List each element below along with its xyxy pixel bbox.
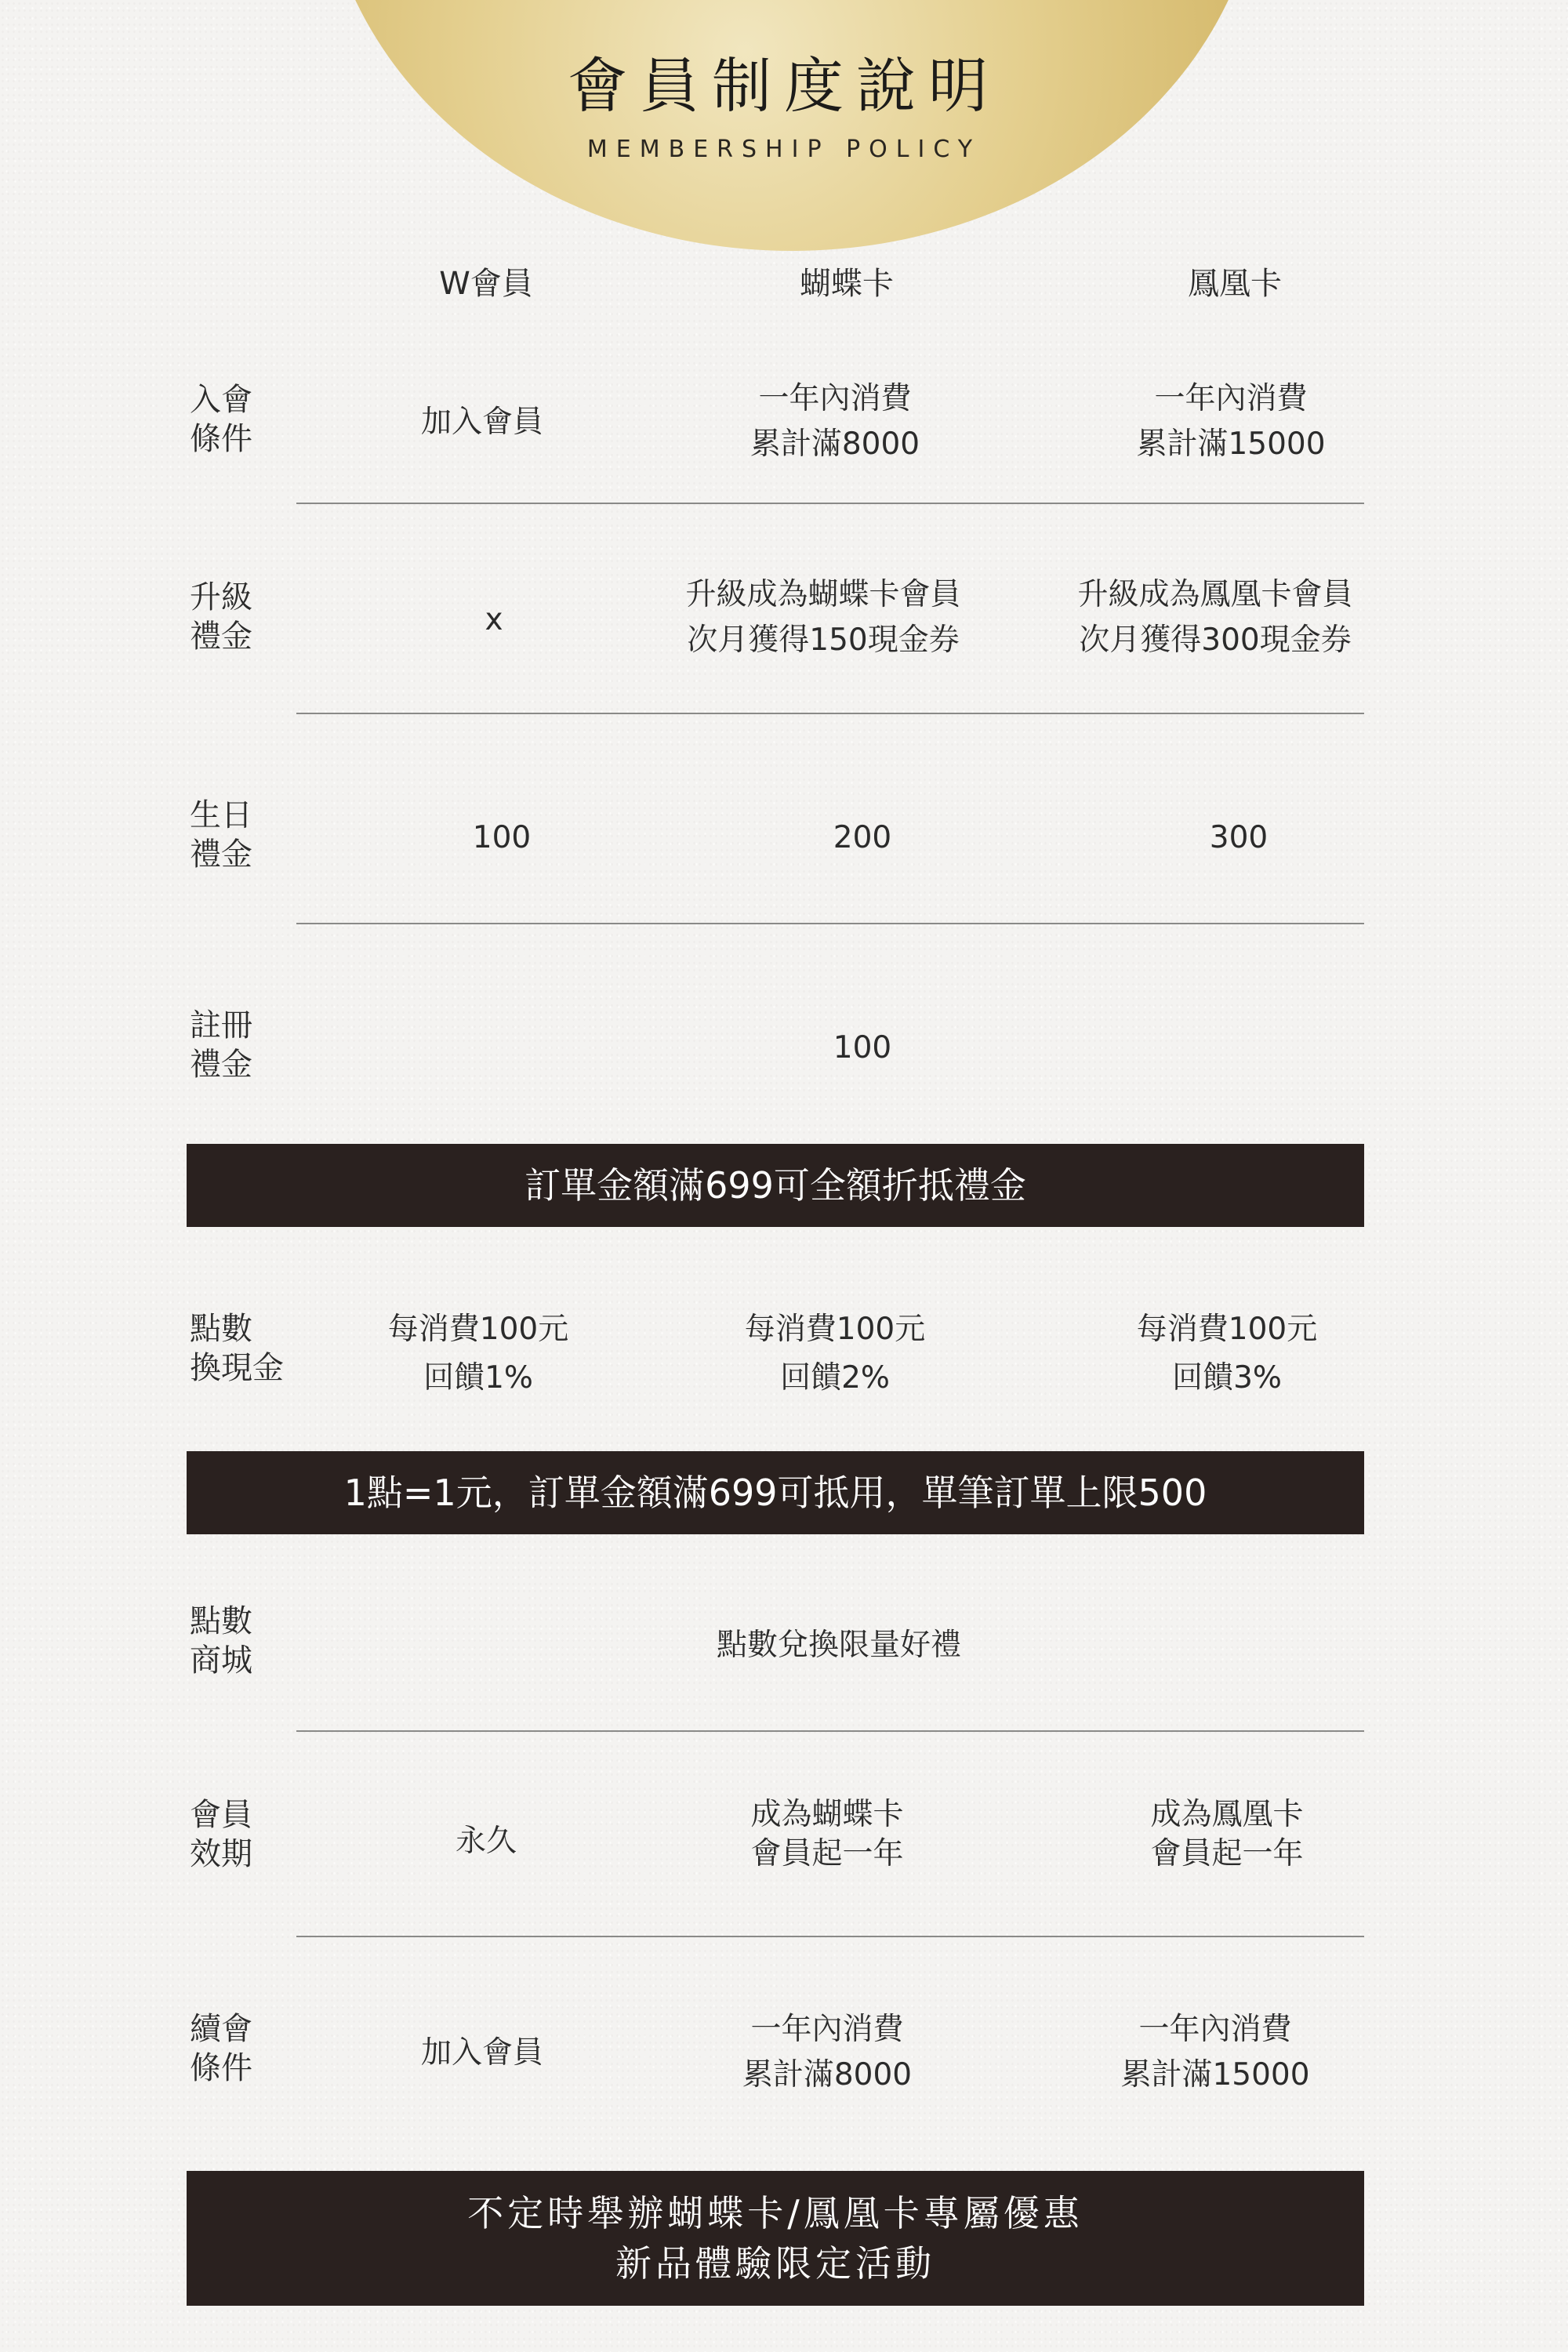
upgrade-butterfly: 升級成為蝴蝶卡會員 次月獲得150現金券 [685, 577, 961, 658]
row-label-register: 註冊 禮金 [190, 1007, 252, 1083]
points-cash-butterfly: 每消費100元 回饋2% [744, 1312, 926, 1396]
birthday-w: 100 [472, 820, 532, 855]
promo-line-1: 不定時舉辦蝴蝶卡/鳳凰卡專屬優惠 [467, 2192, 1083, 2234]
row-label-upgrade: 升級 禮金 [190, 579, 252, 655]
row-label-birthday: 生日 禮金 [190, 797, 252, 873]
column-header-w: W會員 [439, 266, 533, 302]
points-note-bar: 1點=1元，訂單金額滿699可抵用，單筆訂單上限500 [187, 1451, 1364, 1534]
page-header [0, 43, 1568, 163]
renew-butterfly: 一年內消費 累計滿8000 [742, 2012, 913, 2092]
join-butterfly: 一年內消費 累計滿8000 [750, 381, 920, 462]
validity-butterfly: 成為蝴蝶卡 會員起一年 [750, 1797, 904, 1871]
divider [296, 503, 1364, 504]
divider [296, 713, 1364, 714]
row-label-validity: 會員 效期 [190, 1797, 252, 1872]
promo-bar [187, 2171, 1364, 2306]
validity-phoenix: 成為鳳凰卡 會員起一年 [1150, 1797, 1304, 1871]
renew-w: 加入會員 [420, 2035, 543, 2071]
promo-line-2: 新品體驗限定活動 [615, 2242, 935, 2285]
divider [296, 923, 1364, 924]
upgrade-w: x [485, 602, 503, 637]
points-mall-all: 點數兌換限量好禮 [716, 1628, 961, 1663]
page-title: 會員制度說明 [568, 51, 1000, 121]
join-phoenix: 一年內消費 累計滿15000 [1136, 381, 1326, 462]
register-all: 100 [833, 1030, 892, 1065]
upgrade-phoenix: 升級成為鳳凰卡會員 次月獲得300現金券 [1077, 577, 1353, 658]
birthday-butterfly: 200 [833, 820, 892, 855]
divider [296, 1730, 1364, 1732]
row-label-points-cash: 點數 換現金 [190, 1311, 284, 1386]
column-header-butterfly: 蝴蝶卡 [800, 266, 894, 302]
divider [296, 1936, 1364, 1937]
page-subtitle: MEMBERSHIP POLICY [586, 136, 982, 163]
points-cash-phoenix: 每消費100元 回饋3% [1136, 1312, 1318, 1396]
row-label-points-mall: 點數 商城 [190, 1603, 252, 1679]
renew-phoenix: 一年內消費 累計滿15000 [1120, 2012, 1310, 2092]
validity-w: 永久 [455, 1824, 517, 1859]
row-label-renew: 續會 條件 [190, 2011, 252, 2086]
birthday-phoenix: 300 [1209, 820, 1269, 855]
row-label-join: 入會 條件 [190, 382, 252, 457]
points-cash-w: 每消費100元 回饋1% [387, 1312, 569, 1396]
column-header-phoenix: 鳳凰卡 [1188, 266, 1282, 302]
gift-note-bar: 訂單金額滿699可全額折抵禮金 [187, 1144, 1364, 1227]
join-w: 加入會員 [420, 405, 543, 440]
